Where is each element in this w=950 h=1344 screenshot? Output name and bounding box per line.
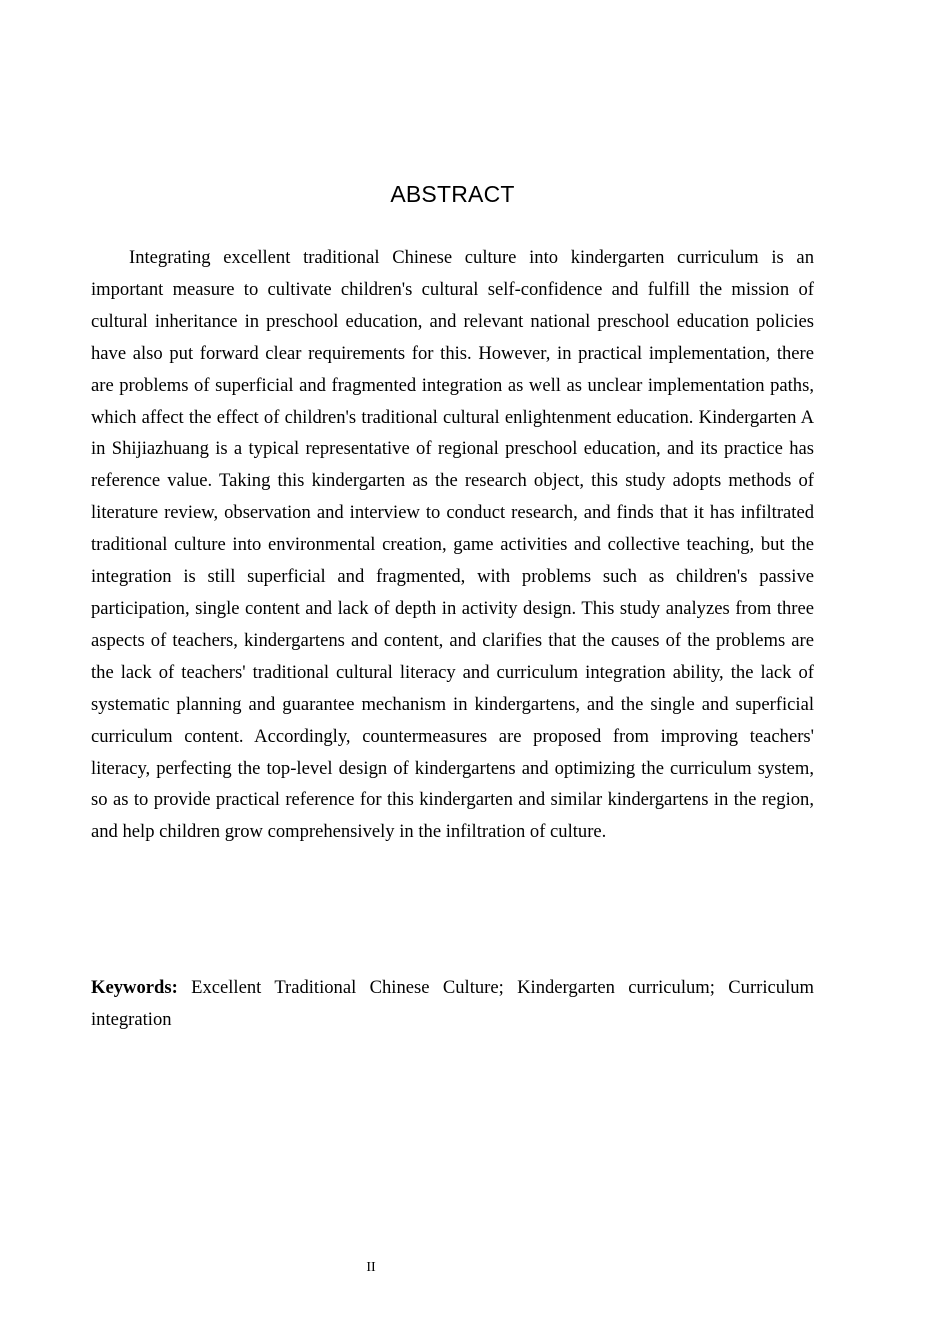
abstract-paragraph: Integrating excellent traditional Chinese culture into kindergarten curriculum is an important measure to cultivate children's cultural self-confidence and fulfill the mission of cultural inheritance in preschool education, and relevant national preschool education policies have also put forward clear requirements for this. However, in practical implementation, there are problems of superficial and fragmented integration as well as unclear implementation paths, which affect the effect of children's traditional cultural enlightenment education. Kindergarten A in Shijiazhuang is a typical representative of regional preschool education, and its practice has reference value. Taking this kindergarten as the research object, this study adopts methods of literature review, observation and interview to conduct research, and finds that it has infiltrated traditional culture into environmental creation, game activities and collective teaching, but the integration is still superficial and fragmented, with problems such as children's passive participation, single content and lack of depth in activity design. This study analyzes from three aspects of teachers, kindergartens and content, and clarifies that the causes of the problems are the lack of teachers' traditional cultural literacy and curriculum integration ability, the lack of systematic planning and guarantee mechanism in kindergartens, and the single and superficial curriculum content. Accordingly, countermeasures are proposed from improving teachers' literacy, perfecting the top-level design of kindergartens and optimizing the curriculum system, so as to provide practical reference for this kindergarten and similar kindergartens in the region, and help children grow comprehensively in the infiltration of culture. — [91, 247, 814, 843]
keywords-line — [91, 972, 814, 1036]
keywords-label: Keywords: — [91, 977, 178, 998]
keywords-text: Excellent Traditional Chinese Culture; Kindergarten curriculum; Curriculum integration — [91, 977, 814, 1030]
page-number: II — [366, 1260, 376, 1275]
abstract-heading: ABSTRACT — [390, 181, 515, 207]
